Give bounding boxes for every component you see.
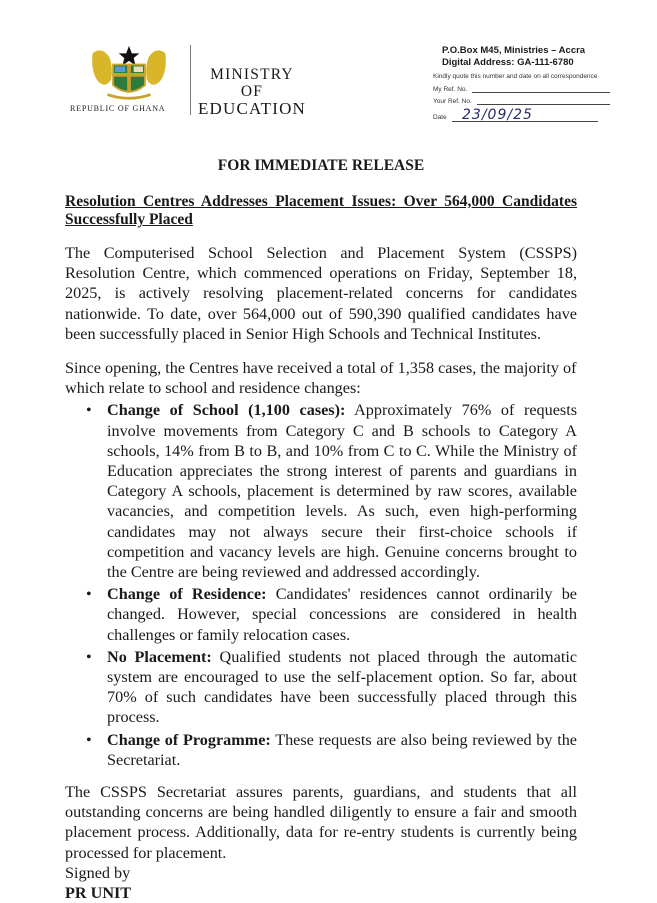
item-title: Change of Programme: [107, 730, 271, 749]
headline: Resolution Centres Addresses Placement Issues: Over 564,000 Candidates Successfully Placed [65, 193, 577, 228]
date-label: Date [433, 114, 447, 121]
date-handwritten: 23/09/25 [462, 107, 533, 123]
list-item [65, 584, 577, 645]
quote-note: Kindly quote this number and date on all correspondence [433, 73, 598, 80]
item-text: These requests are also being reviewed by the Secretariat. [107, 730, 577, 769]
your-ref-line [477, 104, 610, 105]
release-label: FOR IMMEDIATE RELEASE [217, 157, 425, 174]
paragraph-intro: The Computerised School Selection and Placement System (CSSPS) Resolution Centre, which commenced operations on Friday, September 18, 2025, is actively resolving placement-related concerns for candidates nationwide. To date, over 564,000 out of 590,390 qualified candidates have been successfully placed in Senior High Schools and Technical Institutes. [65, 244, 577, 343]
list-item [65, 400, 577, 582]
bullet-icon: • [86, 647, 92, 666]
signed-by: Signed by [65, 863, 131, 882]
bullet-icon: • [86, 585, 92, 604]
list-item [65, 730, 577, 770]
your-ref-label: Your Ref. No. [433, 98, 472, 105]
item-title: Change of School (1,100 cases): [107, 401, 346, 420]
bullet-icon: • [86, 401, 92, 420]
list-item [65, 647, 577, 728]
postal-address: P.O.Box M45, Ministries – Accra [442, 45, 586, 56]
item-title: No Placement: [107, 647, 212, 666]
address-block [442, 45, 585, 69]
item-text: Qualified students not placed through the automatic system are encouraged to use the self-placement option. So far, about 70% of such candidates have been successfully placed through this process. [107, 647, 577, 727]
signatory: PR UNIT [65, 884, 132, 903]
republic-of-ghana-label: REPUBLIC OF GHANA [70, 104, 166, 113]
digital-address: Digital Address: GA-111-6780 [442, 57, 574, 68]
issue-list [65, 400, 577, 770]
ghana-coat-of-arms-logo [86, 44, 172, 102]
item-text: Candidates' residences cannot ordinarily be changed. However, special concessions are considered in health challenges or family relocation cases. [107, 585, 577, 644]
paragraph-cases: Since opening, the Centres have received a total of 1,358 cases, the majority of which relate to school and residence changes: [65, 359, 577, 398]
paragraph-closing: The CSSPS Secretariat assures parents, guardians, and students that all outstanding concerns are being handled diligently to ensure a fair and smooth placement process. Additionally, data for re-entry students is currently being processed for placement. [65, 783, 577, 862]
ministry-line: EDUCATION [197, 99, 307, 118]
ministry-name [196, 66, 308, 117]
letterhead-divider [190, 45, 191, 115]
item-title: Change of Residence: [107, 585, 267, 604]
my-ref-line [472, 92, 610, 93]
item-text: Approximately 76% of requests involve movements from Category C and B schools to Category A schools, 14% from B to B, and 10% from C to C. While the Ministry of Education appreciates the strong interest of parents and guardians in Category A schools, placement is determined by raw scores, available vacancies, and competition levels. As such, even high-performing candidates may not always secure their first-choice schools if competition and vacancy levels are high. Genuine concerns brought to the Centre are being reviewed and addressed accordingly. [107, 401, 577, 582]
my-ref-label: My Ref. No. [433, 86, 468, 93]
ministry-line: MINISTRY [210, 66, 294, 83]
bullet-icon: • [86, 730, 92, 749]
release-content [65, 157, 577, 903]
ministry-line: OF [240, 83, 264, 100]
